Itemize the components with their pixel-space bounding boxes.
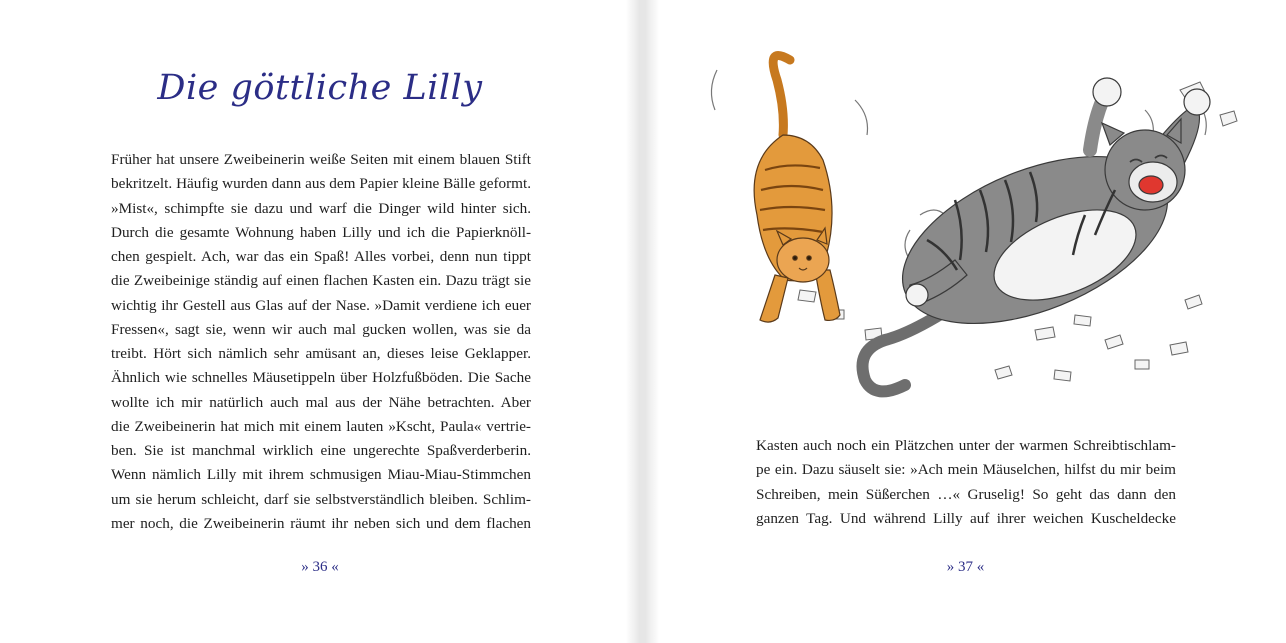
text-line: pe ein. Dazu säuselt sie: »Ach mein Mäuselchen, hilfst du mir beim	[756, 461, 1176, 479]
text-line: ganzen Tag. Und während Lilly auf ihrer weichen Kuscheldecke	[756, 509, 1176, 527]
page-number-right: » 37 «	[946, 559, 985, 575]
text-line: chen gespielt. Ach, war das ein Spaß! Alles vorbei, denn nun tippt	[111, 248, 531, 265]
text-line: »Mist«, schimpfte sie dazu und warf die Dinger wild hinter sich.	[111, 199, 531, 217]
cats-playing-with-paper-illustration-icon	[705, 40, 1255, 430]
text-line: Früher hat unsere Zweibeinerin weiße Seiten mit einem blauen Stift	[111, 151, 531, 168]
text-line: Fressen«, sagt sie, wenn wir auch mal gucken wollen, was sie da	[111, 320, 531, 338]
gutter-shadow	[645, 0, 659, 643]
right-page	[645, 0, 1286, 643]
right-body-text	[756, 434, 1176, 531]
text-line: ben. Sie ist manchmal wirklich eine ungerechte Spaßverderberin.	[111, 442, 531, 459]
text-line: Wenn nämlich Lilly mit ihrem schmusigen Miau-Miau-Stimmchen	[111, 466, 531, 484]
text-line: bekritzelt. Häufig wurden dann aus dem Papier kleine Bälle geformt.	[111, 175, 531, 193]
text-line: wichtig ihr Gestell aus Glas auf der Nase. »Damit verdiene ich euer	[111, 296, 531, 314]
text-line: wollte ich mir natürlich auch mal aus der Nähe betrachten. Aber	[111, 393, 531, 411]
text-line: Ähnlich wie schnelles Mäusetippeln über Holzfußböden. Die Sache	[111, 369, 531, 387]
left-body-text	[111, 148, 531, 536]
text-line: Durch die gesamte Wohnung haben Lilly und ich die Papierknöll-	[111, 223, 531, 241]
text-line: die Zweibeinerin hat mich mit einem lauten »Kscht, Paula« vertrie-	[111, 417, 531, 435]
text-line: Schreiben, mein Süßerchen …« Gruselig! So geht das dann den	[756, 485, 1176, 503]
text-line: treibt. Hört sich nämlich sehr amüsant an, dieses leise Geklapper.	[111, 345, 531, 362]
chapter-title: Die göttliche Lilly	[157, 68, 483, 108]
text-line: Kasten auch noch ein Plätzchen unter der warmen Schreibtischlam-	[756, 437, 1176, 454]
text-line: mer noch, die Zweibeinerin räumt ihr neben sich und dem flachen	[111, 514, 531, 532]
left-page	[0, 0, 640, 643]
page-number-left: » 36 «	[301, 559, 339, 575]
text-line: um sie herum schleicht, darf sie selbstverständlich bleiben. Schlim-	[111, 490, 531, 508]
text-line: die Zweibeinige ständig auf einen flachen Kasten ein. Dazu trägt sie	[111, 272, 531, 290]
